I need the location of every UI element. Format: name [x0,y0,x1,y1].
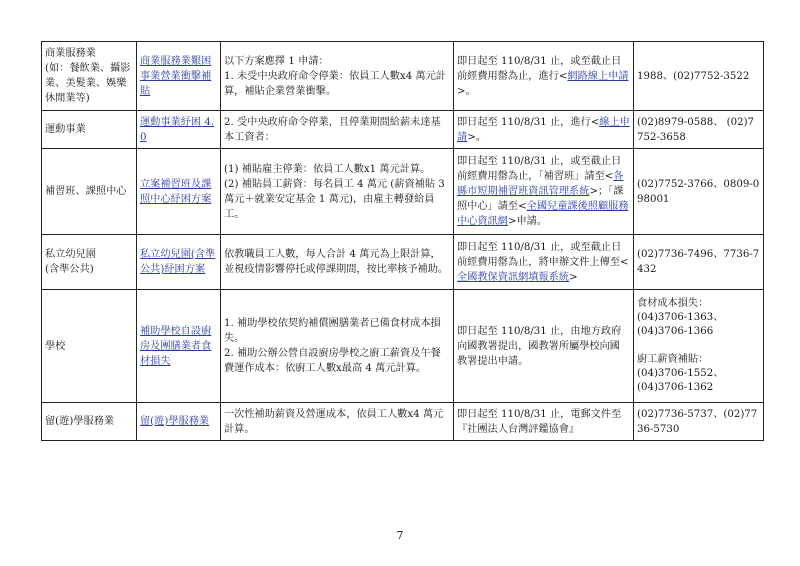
table-row [42,235,764,290]
contact-cell: 1988、(02)7752-3522 [634,42,764,111]
period-cell [454,235,634,290]
program-link[interactable] [137,111,221,149]
period-text: >。 [457,85,476,97]
program-link[interactable] [137,403,221,441]
table-row [42,111,764,149]
period-cell [454,42,634,111]
program-link-text[interactable]: 商業服務業艱困事業營業衝擊補貼 [140,55,212,97]
period-text: 即日起至 110/8/31 止，進行< [457,116,600,128]
after-school-network-link[interactable]: 全國兒童課後照顧服務中心資訊網 [457,201,629,227]
category-cell: 學校 [42,290,137,403]
category-cell: 商業服務業 (如：餐飲業、攝影業、美髮業、娛樂休閒業等) [42,42,137,111]
contact-cell: (02)7736-7496、7736-7432 [634,235,764,290]
period-cell: 即日起至 110/8/31 止，由地方政府向國教署提出，國教署所屬學校向國教署提出申請。 [454,290,634,403]
program-link-text[interactable]: 立案補習班及課照中心紓困方案 [140,178,212,205]
table-row [42,290,764,403]
contact-cell: (02)7752-3766、0809-098001 [634,149,764,235]
period-text: >。 [467,131,486,143]
program-link-text[interactable]: 補助學校自設廚房及團膳業者食材損失 [140,325,212,367]
table-row [42,149,764,235]
program-link-text[interactable]: 留(遊)學服務業 [140,416,210,427]
category-cell: 留(遊)學服務業 [42,403,137,441]
period-cell [454,149,634,235]
preschool-system-link[interactable]: 全國教保資訊網填報系統 [457,271,570,283]
period-text: 即日起至 110/8/31 止，或至截止日前經費用罄為止，進行< [457,55,622,82]
subsidy-table [41,41,764,441]
cram-school-system-link[interactable]: 各縣市短期補習班資訊管理系統 [457,171,624,197]
table-row [42,403,764,441]
program-link[interactable] [137,149,221,235]
contact-cell: (02)7736-5737、(02)7736-5730 [634,403,764,441]
program-link-text[interactable]: 運動事業紓困 4.0 [140,116,215,143]
period-text: >申請。 [507,216,548,227]
category-cell: 補習班、課照中心 [42,149,137,235]
period-text: 即日起至 110/8/31 止，或至截止日前經費用罄為止，「補習班」請至< [457,156,622,182]
period-text: > [569,271,578,283]
program-link-text[interactable]: 私立幼兒園(含準公共)紓困方案 [140,249,216,275]
program-link[interactable] [137,42,221,111]
period-text: 即日起至 110/8/31 止，或至截止日前經費用罄為止，將申辦文件上傳至< [457,241,629,268]
period-cell: 即日起至 110/8/31 止，電郵文件至『社團法人台灣評鑑協會』 [454,403,634,441]
program-link[interactable] [137,290,221,403]
plan-cell: 依教職員工人數，每人合計 4 萬元為上限計算，並視疫情影響停托或停課期間，按比率核予補助。 [221,235,454,290]
category-cell: 運動事業 [42,111,137,149]
online-apply-link[interactable]: 線上申請 [457,116,630,143]
period-cell [454,111,634,149]
plan-cell: 以下方案應擇 1 申請： 1. 未受中央政府命令停業：依員工人數x4 萬元計算，補貼企業營業衝擊。 [221,42,454,111]
contact-cell: (02)8979-0588、 (02)7752-3658 [634,111,764,149]
contact-cell: 食材成本損失： (04)3706-1363、 (04)3706-1366 廚工薪資補貼： (04)3706-1552、 (04)3706-1362 [634,290,764,403]
page-number: 7 [396,529,404,542]
category-cell: 私立幼兒園 (含準公共) [42,235,137,290]
plan-cell: (1) 補貼雇主停業：依員工人數x1 萬元計算。 (2) 補貼員工薪資：每名員工 4 萬元 (薪資補貼 3 萬元＋就業安定基金 1 萬元)，由雇主轉發給員工。 [221,149,454,235]
online-apply-link[interactable]: 網路線上申請 [567,70,629,82]
plan-cell: 1. 補助學校依契約補償團膳業者已備食材成本損失。 2. 補助公辦公營自設廚房學校之廚工薪資及午餐費運作成本：依廚工人數x最高 4 萬元計算。 [221,290,454,403]
program-link[interactable] [137,235,221,290]
table-row [42,42,764,111]
period-text: >；「課照中心」請至< [457,186,624,212]
plan-cell: 一次性補助薪資及營運成本，依員工人數x4 萬元計算。 [221,403,454,441]
plan-cell: 2. 受中央政府命令停業，且停業期間給薪未達基本工資者： [221,111,454,149]
